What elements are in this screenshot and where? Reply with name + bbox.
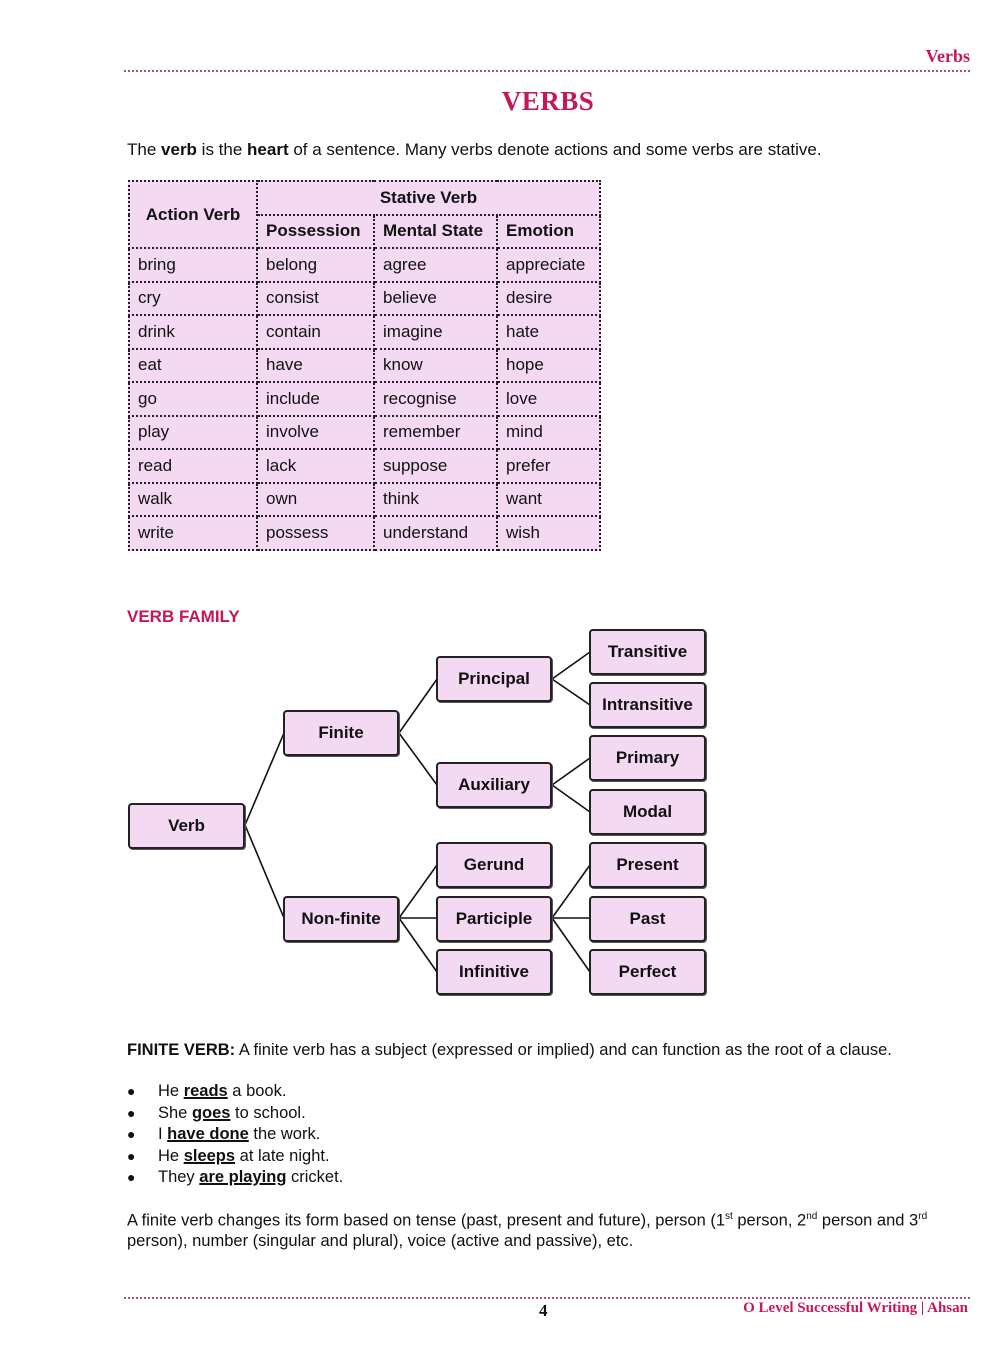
header-emotion: Emotion <box>497 215 600 249</box>
edge-principal-intransitive <box>552 679 590 705</box>
finite-verb-label: FINITE VERB: <box>127 1041 236 1059</box>
table-cell: write <box>129 516 257 550</box>
running-header: Verbs <box>925 46 970 66</box>
edge-auxiliary-primary <box>552 758 590 785</box>
table-cell: lack <box>257 449 374 483</box>
node-primary: Primary <box>589 735 706 781</box>
node-intransitive: Intransitive <box>589 682 706 728</box>
table-cell: appreciate <box>497 248 600 282</box>
page-number: 4 <box>539 1301 548 1320</box>
table-cell: read <box>129 449 257 483</box>
node-verb: Verb <box>128 803 245 849</box>
node-auxiliary: Auxiliary <box>436 762 552 808</box>
bullet-icon: ● <box>127 1147 136 1164</box>
table-cell: have <box>257 349 374 383</box>
table-cell: involve <box>257 416 374 450</box>
table-cell: want <box>497 483 600 517</box>
bullet-icon: ● <box>127 1169 136 1185</box>
bullet-icon: ● <box>127 1104 136 1121</box>
header-stative-verb: Stative Verb <box>257 181 600 215</box>
example-verb: have done <box>167 1125 249 1143</box>
finite-verb-definition: FINITE VERB: A finite verb has a subject (expressed or implied) and can function as the root of a clause. <box>127 1041 892 1059</box>
table-cell: suppose <box>374 449 497 483</box>
edge-participle-perfect <box>552 918 590 972</box>
table-cell: include <box>257 382 374 416</box>
table-cell: agree <box>374 248 497 282</box>
node-gerund: Gerund <box>436 842 552 888</box>
finite-verb-paragraph: A finite verb changes its form based on tense (past, present and future), person (1st person, 2nd person and 3rd person), number (singular and plural), voice (active and passive), etc. <box>127 1211 928 1250</box>
page-title: VERBS <box>501 86 595 116</box>
node-participle: Participle <box>436 896 552 942</box>
header-possession: Possession <box>257 215 374 249</box>
header-mental-state: Mental State <box>374 215 497 249</box>
table-cell: eat <box>129 349 257 383</box>
list-item: ● I have done the work. <box>127 1124 343 1146</box>
node-perfect: Perfect <box>589 949 706 995</box>
example-verb: reads <box>183 1082 228 1100</box>
verb-family-heading: VERB FAMILY <box>127 607 240 626</box>
table-cell: recognise <box>374 382 497 416</box>
node-finite: Finite <box>283 710 399 756</box>
table-cell: remember <box>374 416 497 450</box>
example-verb: goes <box>191 1103 231 1122</box>
edge-finite-auxiliary <box>399 733 437 785</box>
table-cell: walk <box>129 483 257 517</box>
table-cell: wish <box>497 516 600 550</box>
edge-verb-finite <box>245 733 284 825</box>
node-infinitive: Infinitive <box>436 949 552 995</box>
table-cell: understand <box>374 516 497 550</box>
example-verb: are playing <box>199 1168 287 1186</box>
node-present: Present <box>589 842 706 888</box>
footer-rule <box>124 1297 970 1299</box>
list-item: ● He sleeps at late night. <box>127 1146 343 1168</box>
node-principal: Principal <box>436 656 552 702</box>
book-title: O Level Successful Writing | Ahsan <box>743 1300 968 1316</box>
node-transitive: Transitive <box>589 629 706 675</box>
edge-nonfinite-infinitive <box>399 918 437 972</box>
node-non-finite: Non-finite <box>283 896 399 942</box>
list-item: ● She goes to school. <box>127 1103 343 1125</box>
edge-finite-principal <box>399 679 437 733</box>
edge-auxiliary-modal <box>552 785 590 812</box>
intro-text: The verb is the heart of a sentence. Many verbs denote actions and some verbs are stative. <box>127 140 822 159</box>
header-action-verb: Action Verb <box>129 181 257 248</box>
node-past: Past <box>589 896 706 942</box>
table-cell: love <box>497 382 600 416</box>
node-modal: Modal <box>589 789 706 835</box>
edge-nonfinite-gerund <box>399 865 437 918</box>
table-cell: belong <box>257 248 374 282</box>
table-cell: mind <box>497 416 600 450</box>
table-cell: possess <box>257 516 374 550</box>
table-cell: desire <box>497 282 600 316</box>
table-cell: hate <box>497 315 600 349</box>
edge-principal-transitive <box>552 652 590 679</box>
example-list <box>127 1081 343 1189</box>
table-cell: know <box>374 349 497 383</box>
table-cell: go <box>129 382 257 416</box>
table-cell: drink <box>129 315 257 349</box>
table-cell: bring <box>129 248 257 282</box>
table-cell: own <box>257 483 374 517</box>
edge-participle-present <box>552 865 590 918</box>
bullet-icon: ● <box>127 1126 136 1142</box>
example-verb: sleeps <box>183 1146 236 1165</box>
table-cell: cry <box>129 282 257 316</box>
table-cell: imagine <box>374 315 497 349</box>
table-cell: think <box>374 483 497 517</box>
list-item: ● He reads a book. <box>127 1081 343 1103</box>
edge-verb-nonfinite <box>245 825 284 918</box>
table-cell: believe <box>374 282 497 316</box>
table-cell: contain <box>257 315 374 349</box>
table-cell: consist <box>257 282 374 316</box>
bullet-icon: ● <box>127 1083 136 1099</box>
list-item: ● They are playing cricket. <box>127 1167 343 1189</box>
table-cell: prefer <box>497 449 600 483</box>
table-cell: play <box>129 416 257 450</box>
table-cell: hope <box>497 349 600 383</box>
